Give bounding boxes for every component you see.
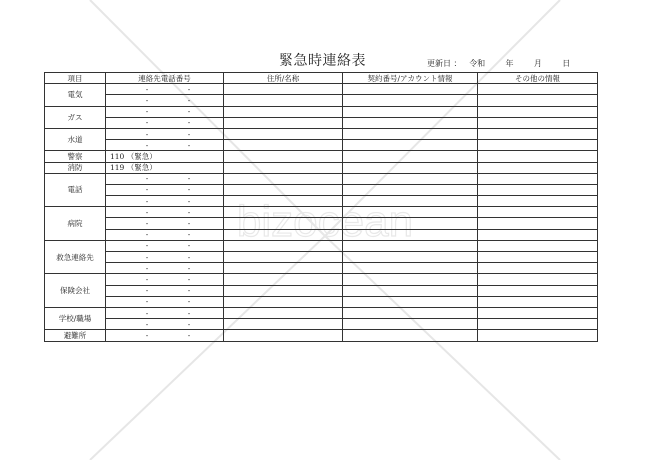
address-cell[interactable] xyxy=(224,162,343,173)
phone-cell[interactable]: 110 （緊急） xyxy=(106,151,224,162)
phone-cell[interactable] xyxy=(106,229,224,240)
phone-cell[interactable]: 119 （緊急） xyxy=(106,162,224,173)
other-info-cell[interactable] xyxy=(478,106,598,117)
update-date-label: 更新日 ： xyxy=(427,59,462,68)
phone-separator: - xyxy=(187,185,191,195)
phone-separator: - xyxy=(187,241,191,251)
other-info-cell[interactable] xyxy=(478,319,598,330)
phone-cell[interactable] xyxy=(106,274,224,285)
address-cell[interactable] xyxy=(224,184,343,195)
address-cell[interactable] xyxy=(224,128,343,139)
contract-cell[interactable] xyxy=(343,196,478,207)
header-row xyxy=(45,73,598,84)
phone-separator: - xyxy=(145,252,149,262)
contract-cell[interactable] xyxy=(343,162,478,173)
contract-cell[interactable] xyxy=(343,95,478,106)
other-info-cell[interactable] xyxy=(478,218,598,229)
other-info-cell[interactable] xyxy=(478,128,598,139)
other-info-cell[interactable] xyxy=(478,296,598,307)
other-info-cell[interactable] xyxy=(478,263,598,274)
category-label: 消防 xyxy=(45,162,106,173)
phone-separator: - xyxy=(145,84,149,94)
contract-cell[interactable] xyxy=(343,140,478,151)
category-label: ガス xyxy=(45,106,106,128)
address-cell[interactable] xyxy=(224,140,343,151)
other-info-cell[interactable] xyxy=(478,184,598,195)
table-row xyxy=(45,151,598,162)
header-contract: 契約番号/アカウント情報 xyxy=(343,73,478,84)
phone-cell[interactable] xyxy=(106,296,224,307)
table-row xyxy=(45,296,598,307)
phone-separator: - xyxy=(145,207,149,217)
phone-separator: - xyxy=(145,140,149,150)
phone-separator: - xyxy=(145,274,149,284)
phone-separator: - xyxy=(145,263,149,273)
table-row xyxy=(45,162,598,173)
category-label: 電気 xyxy=(45,84,106,106)
phone-separator: - xyxy=(187,263,191,273)
contract-cell[interactable] xyxy=(343,84,478,95)
phone-cell[interactable] xyxy=(106,140,224,151)
phone-separator: - xyxy=(187,118,191,128)
address-cell[interactable] xyxy=(224,319,343,330)
other-info-cell[interactable] xyxy=(478,252,598,263)
contract-cell[interactable] xyxy=(343,240,478,251)
phone-separator: - xyxy=(145,95,149,105)
other-info-cell[interactable] xyxy=(478,162,598,173)
contract-cell[interactable] xyxy=(343,229,478,240)
address-cell[interactable] xyxy=(224,151,343,162)
table-row xyxy=(45,330,598,341)
other-info-cell[interactable] xyxy=(478,285,598,296)
phone-separator: - xyxy=(145,319,149,329)
phone-separator: - xyxy=(145,308,149,318)
table-row xyxy=(45,307,598,318)
category-label: 避難所 xyxy=(45,330,106,341)
phone-separator: - xyxy=(187,84,191,94)
address-cell[interactable] xyxy=(224,229,343,240)
table-row xyxy=(45,229,598,240)
page-title: 緊急時連絡表 xyxy=(279,53,366,69)
phone-cell[interactable] xyxy=(106,207,224,218)
update-date-month: 月 xyxy=(533,59,542,68)
table-row xyxy=(45,173,598,184)
table-row xyxy=(45,240,598,251)
phone-separator: - xyxy=(145,107,149,117)
address-cell[interactable] xyxy=(224,207,343,218)
contract-cell[interactable] xyxy=(343,285,478,296)
address-cell[interactable] xyxy=(224,274,343,285)
other-info-cell[interactable] xyxy=(478,307,598,318)
category-label: 水道 xyxy=(45,128,106,150)
other-info-cell[interactable] xyxy=(478,196,598,207)
table-row xyxy=(45,117,598,128)
table-row xyxy=(45,196,598,207)
watermark-logo: bizocean xyxy=(236,197,414,246)
phone-cell[interactable] xyxy=(106,117,224,128)
phone-separator: - xyxy=(145,330,149,340)
phone-separator: - xyxy=(145,129,149,139)
other-info-cell[interactable] xyxy=(478,330,598,341)
table-body xyxy=(45,84,598,341)
address-cell[interactable] xyxy=(224,330,343,341)
category-label: 病院 xyxy=(45,207,106,241)
phone-separator: - xyxy=(187,95,191,105)
phone-separator: - xyxy=(187,196,191,206)
other-info-cell[interactable] xyxy=(478,240,598,251)
category-label: 電話 xyxy=(45,173,106,207)
table-row xyxy=(45,319,598,330)
phone-separator: - xyxy=(187,107,191,117)
phone-separator: - xyxy=(187,319,191,329)
table-row xyxy=(45,140,598,151)
header-other: その他の情報 xyxy=(478,73,598,84)
table-row xyxy=(45,285,598,296)
contract-cell[interactable] xyxy=(343,151,478,162)
phone-cell[interactable] xyxy=(106,240,224,251)
contract-cell[interactable] xyxy=(343,274,478,285)
phone-cell[interactable] xyxy=(106,252,224,263)
phone-separator: - xyxy=(145,297,149,307)
table-row xyxy=(45,184,598,195)
address-cell[interactable] xyxy=(224,84,343,95)
header-item: 項目 xyxy=(45,73,106,84)
phone-cell[interactable] xyxy=(106,196,224,207)
phone-separator: - xyxy=(187,230,191,240)
category-label: 救急連絡先 xyxy=(45,240,106,274)
contract-cell[interactable] xyxy=(343,207,478,218)
contract-cell[interactable] xyxy=(343,330,478,341)
phone-separator: - xyxy=(145,230,149,240)
address-cell[interactable] xyxy=(224,263,343,274)
phone-separator: - xyxy=(145,174,149,184)
address-cell[interactable] xyxy=(224,173,343,184)
phone-separator: - xyxy=(187,286,191,296)
other-info-cell[interactable] xyxy=(478,117,598,128)
contract-cell[interactable] xyxy=(343,307,478,318)
contract-cell[interactable] xyxy=(343,263,478,274)
phone-cell[interactable] xyxy=(106,95,224,106)
address-cell[interactable] xyxy=(224,252,343,263)
table-row xyxy=(45,95,598,106)
address-cell[interactable] xyxy=(224,296,343,307)
address-cell[interactable] xyxy=(224,106,343,117)
phone-cell[interactable] xyxy=(106,330,224,341)
header-phone: 連絡先電話番号 xyxy=(106,73,224,84)
phone-separator: - xyxy=(187,308,191,318)
phone-cell[interactable] xyxy=(106,307,224,318)
phone-cell[interactable] xyxy=(106,173,224,184)
contract-cell[interactable] xyxy=(343,106,478,117)
phone-separator: - xyxy=(187,252,191,262)
phone-cell[interactable] xyxy=(106,319,224,330)
contract-cell[interactable] xyxy=(343,252,478,263)
table-row xyxy=(45,106,598,117)
phone-separator: - xyxy=(187,207,191,217)
contract-cell[interactable] xyxy=(343,128,478,139)
table-row xyxy=(45,252,598,263)
table-row xyxy=(45,274,598,285)
category-label: 学校/職場 xyxy=(45,307,106,329)
other-info-cell[interactable] xyxy=(478,84,598,95)
contract-cell[interactable] xyxy=(343,184,478,195)
table-row xyxy=(45,84,598,95)
address-cell[interactable] xyxy=(224,117,343,128)
phone-cell[interactable] xyxy=(106,106,224,117)
table-row xyxy=(45,218,598,229)
phone-cell[interactable] xyxy=(106,285,224,296)
phone-separator: - xyxy=(187,274,191,284)
phone-separator: - xyxy=(187,140,191,150)
phone-separator: - xyxy=(187,129,191,139)
phone-separator: - xyxy=(187,330,191,340)
category-label: 保険会社 xyxy=(45,274,106,308)
table-row xyxy=(45,263,598,274)
phone-separator: - xyxy=(187,219,191,229)
category-label: 警察 xyxy=(45,151,106,162)
table-row xyxy=(45,128,598,139)
other-info-cell[interactable] xyxy=(478,173,598,184)
contract-cell[interactable] xyxy=(343,319,478,330)
header-address: 住所/名称 xyxy=(224,73,343,84)
contract-cell[interactable] xyxy=(343,117,478,128)
other-info-cell[interactable] xyxy=(478,207,598,218)
phone-separator: - xyxy=(187,297,191,307)
phone-cell[interactable] xyxy=(106,128,224,139)
other-info-cell[interactable] xyxy=(478,229,598,240)
phone-separator: - xyxy=(145,241,149,251)
phone-separator: - xyxy=(145,286,149,296)
phone-cell[interactable] xyxy=(106,218,224,229)
address-cell[interactable] xyxy=(224,240,343,251)
address-cell[interactable] xyxy=(224,307,343,318)
address-cell[interactable] xyxy=(224,218,343,229)
phone-cell[interactable] xyxy=(106,84,224,95)
contract-cell[interactable] xyxy=(343,218,478,229)
address-cell[interactable] xyxy=(224,196,343,207)
contract-cell[interactable] xyxy=(343,173,478,184)
other-info-cell[interactable] xyxy=(478,274,598,285)
update-date-year: 年 xyxy=(505,59,514,68)
emergency-contact-table xyxy=(44,72,598,342)
update-date xyxy=(427,58,597,69)
phone-separator: - xyxy=(145,118,149,128)
contract-cell[interactable] xyxy=(343,296,478,307)
other-info-cell[interactable] xyxy=(478,151,598,162)
address-cell[interactable] xyxy=(224,285,343,296)
update-date-day: 日 xyxy=(562,59,571,68)
phone-cell[interactable] xyxy=(106,263,224,274)
other-info-cell[interactable] xyxy=(478,140,598,151)
phone-cell[interactable] xyxy=(106,184,224,195)
update-date-era: 令和 xyxy=(469,59,486,68)
other-info-cell[interactable] xyxy=(478,95,598,106)
table-row xyxy=(45,207,598,218)
phone-separator: - xyxy=(187,174,191,184)
phone-separator: - xyxy=(145,185,149,195)
address-cell[interactable] xyxy=(224,95,343,106)
phone-separator: - xyxy=(145,196,149,206)
phone-separator: - xyxy=(145,219,149,229)
